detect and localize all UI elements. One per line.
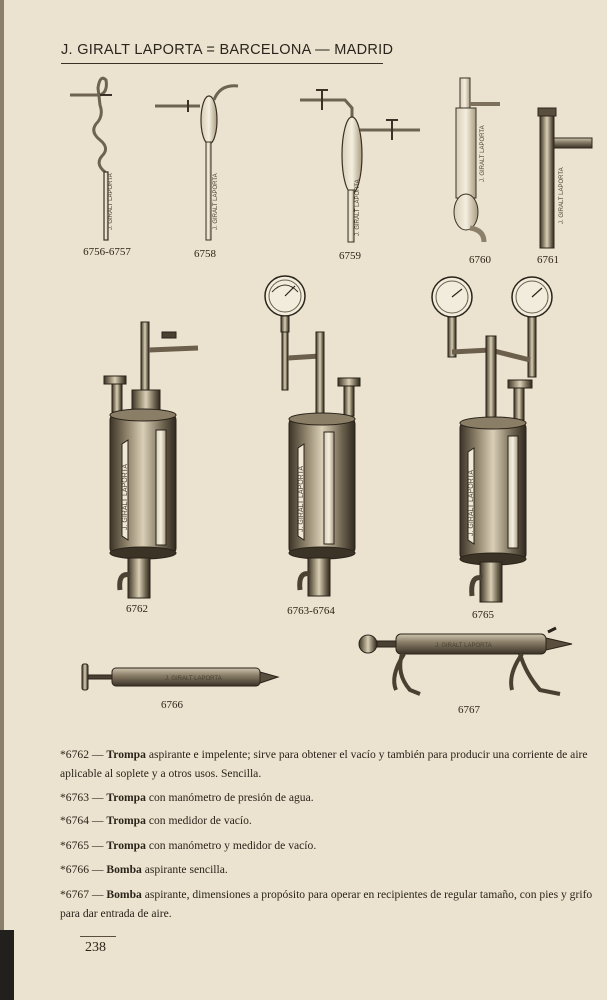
fig-label-6756-6757: 6756-6757 <box>83 246 131 258</box>
fig-label-6763-6764: 6763-6764 <box>287 605 335 617</box>
engraving-6765: J. GIRALT LAPORTA <box>468 469 475 536</box>
desc-name: Trompa <box>106 814 146 827</box>
fig-6760-glass-pump <box>454 78 500 242</box>
fig-6765-trompa <box>432 277 552 602</box>
desc-code: *6764 — <box>60 814 104 827</box>
desc-code: *6767 — <box>60 888 104 901</box>
desc-code: *6766 — <box>60 863 104 876</box>
fig-label-6762: 6762 <box>126 603 148 615</box>
engraving-6761: J. GIRALT LAPORTA <box>559 167 565 224</box>
desc-name: Bomba <box>106 863 142 876</box>
fig-6756-6757-glass-pump <box>70 78 112 240</box>
engraving-6762: J. GIRALT LAPORTA <box>122 463 129 530</box>
fig-label-6765: 6765 <box>472 609 494 621</box>
description-6766 <box>60 860 595 879</box>
desc-text: aspirante sencilla. <box>144 863 228 876</box>
desc-text: con medidor de vacío. <box>148 814 252 827</box>
fig-label-6758: 6758 <box>194 248 216 260</box>
desc-text: con manómetro de presión de agua. <box>148 791 314 804</box>
fig-label-6767: 6767 <box>458 704 480 716</box>
desc-text: aspirante e impelente; sirve para obtener el vacío y también para producir una corriente de aire aplicable al soplete y a otros usos. Sencilla. <box>60 748 588 780</box>
fig-label-6760: 6760 <box>469 254 491 266</box>
desc-text: aspirante, dimensiones a propósito para operar en recipientes de regular tamaño, con pies y grifo para dar entrada de aire. <box>60 888 593 920</box>
page-header: J. GIRALT LAPORTA = BARCELONA — MADRID <box>61 42 394 58</box>
desc-name: Trompa <box>106 791 146 804</box>
engraving-6763: J. GIRALT LAPORTA <box>298 465 305 532</box>
desc-name: Bomba <box>106 888 142 901</box>
fig-label-6766: 6766 <box>161 699 183 711</box>
engraving-6759: J. GIRALT LAPORTA <box>355 179 361 236</box>
desc-name: Trompa <box>106 748 146 761</box>
fig-6762-trompa <box>104 322 198 598</box>
description-6765 <box>60 836 595 855</box>
engraving-6756: J. GIRALT LAPORTA <box>108 173 114 230</box>
description-6762 <box>60 745 595 783</box>
description-6764 <box>60 811 595 830</box>
engraving-6760: J. GIRALT LAPORTA <box>480 125 486 182</box>
desc-code: *6765 — <box>60 839 104 852</box>
fig-label-6761: 6761 <box>537 254 559 266</box>
engraving-6766: J. GIRALT LAPORTA <box>165 676 222 682</box>
fig-6763-6764-trompa <box>265 276 360 596</box>
description-6763 <box>60 788 595 807</box>
desc-text: con manómetro y medidor de vacío. <box>148 839 317 852</box>
fig-label-6759: 6759 <box>339 250 361 262</box>
engraving-6758: J. GIRALT LAPORTA <box>213 173 219 230</box>
desc-code: *6762 — <box>60 748 104 761</box>
page-number-rule <box>80 936 116 937</box>
engraving-6767: J. GIRALT LAPORTA <box>435 643 492 649</box>
fig-6758-glass-pump <box>155 86 238 240</box>
desc-name: Trompa <box>106 839 146 852</box>
fig-6767-bomba <box>359 628 572 694</box>
page-number: 238 <box>85 940 106 955</box>
fig-6761-metal-pump <box>538 108 592 248</box>
desc-code: *6763 — <box>60 791 104 804</box>
description-6767 <box>60 885 595 923</box>
